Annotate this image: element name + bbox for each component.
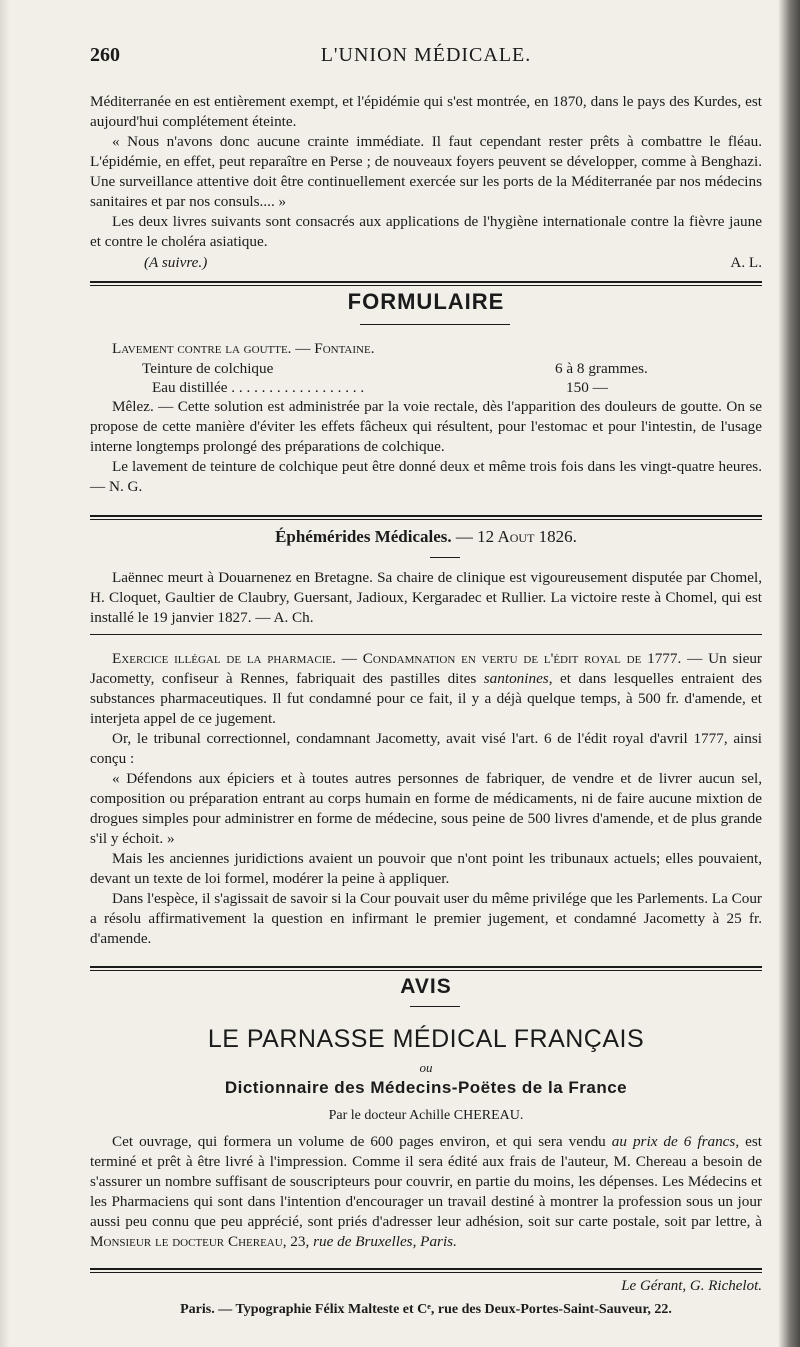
section-divider [90,634,762,635]
ingredient-quantity: 6 à 8 grammes. [555,360,648,377]
page-edge-shadow [778,0,800,1347]
ingredient-row [90,359,762,378]
paragraph: Mêlez. — Cette solution est administrée par la voie rectale, dès l'apparition des douleurs de goutte. On se propose de cette manière d'éviter les effets fâcheux qui résultent, pour l'estomac et pour l'intestin, de l'usage interne longtemps prolongé des préparations de colchique. [90,398,762,455]
ingredient-quantity: 150 — [566,379,608,396]
continued-article [90,92,762,274]
book-author: Par le docteur Achille CHEREAU. [328,1108,524,1123]
printer-imprint: Paris. — Typographie Félix Malteste et Cᵉ, rue des Deux-Portes-Saint-Sauveur, 22. [180,1302,672,1317]
paragraph: Le lavement de teinture de colchique peut être donné deux et même trois fois dans les vingt-quatre heures. — N. G. [90,458,762,495]
section-heading-formulaire: FORMULAIRE [347,289,505,314]
journal-title: L'UNION MÉDICALE. [320,44,532,66]
avis-body [90,1132,762,1252]
paragraph: Les deux livres suivants sont consacrés aux applications de l'hygiène internationale contre la fièvre jaune et contre le choléra asiatique. [90,213,762,250]
short-rule [430,557,460,558]
section-rule [90,966,762,971]
paragraph: Exercice illégal de la pharmacie. — Condamnation en vertu de l'édit royal de 1777. — Un sieur Jacometty, confiseur à Rennes, fabriquait des pastilles dites santonines, et dans lesquelles entraient des substances pharmaceutiques. Il fut condamné pour ce fait, il y a déjà quelque temps, à 500 fr. d'amende, et interjeta appel de ce jugement. [90,650,763,727]
article-signature-line [90,252,762,274]
paragraph: Laënnec meurt à Douarnenez en Bretagne. Sa chaire de clinique est vigoureusement disputée par Chomel, H. Cloquet, Gaultier de Claubry, Guersant, Jadioux, Kergaradec et Rullier. La victoire reste à Chomel, qui est installé le 19 janvier 1827. — A. Ch. [90,569,762,626]
ephemerides-heading-line [90,527,762,551]
ephemerides-heading: Éphémérides Médicales. [275,527,452,546]
section-heading-avis: AVIS [400,975,452,998]
ingredient-row [90,378,762,397]
running-header [90,44,762,74]
ingredient-list [90,359,762,397]
heading-underline [410,1006,460,1007]
page-number: 260 [90,44,120,66]
paragraph: Dans l'espèce, il s'agissait de savoir si la Cour pouvait user du même privilége que les Parlements. La Cour a résolu affirmativement la question en infirmant le premier jugement, et condamné Jacometty à 25 fr. d'amende. [90,890,762,947]
formulaire-body [90,339,762,497]
news-title: Exercice illégal de la pharmacie. — Condamnation en vertu de l'édit royal de 1777. [112,650,682,667]
recipe-title: Lavement contre la goutte. — Fontaine. [112,340,375,357]
paragraph: « Nous n'avons donc aucune crainte immédiate. Il faut cependant rester prêts à combattre le fléau. L'épidémie, en effet, peut reparaître en Perse ; de nouveaux foyers peuvent se développer, comme à Benghazi. Une surveillance attentive doit être continuellement exercée sur les ports de la Méditerranée par nos médecins sanitaires et par nos consuls.... » [90,133,762,210]
ingredient-name: Eau distillée . . . . . . . . . . . . . . . . . . [152,379,365,396]
book-title: LE PARNASSE MÉDICAL FRANÇAIS [207,1025,645,1053]
page-spine-shadow [0,0,10,1347]
ingredient-name: Teinture de colchique [142,360,274,377]
ephemerides-date: — 12 Aout 1826. [451,527,577,546]
managing-editor: Le Gérant, G. Richelot. [621,1278,762,1294]
footer-rule [90,1268,762,1273]
book-subtitle: Dictionnaire des Médecins-Poëtes de la France [224,1078,628,1097]
paragraph: Mais les anciennes juridictions avaient un pouvoir que n'ont point les tribunaux actuels; elles pouvaient, devant un texte de loi formel, modérer la peine à appliquer. [90,850,762,887]
author-initials: A. L. [730,254,762,271]
contact-address: rue de Bruxelles, Paris. [313,1233,457,1250]
news-item-exercice-illegal [90,649,762,949]
heading-underline [360,324,510,325]
section-rule [90,515,762,520]
section-rule [90,281,762,286]
contact-name: Monsieur le docteur Chereau [90,1233,283,1250]
paragraph: Cet ouvrage, qui formera un volume de 600 pages environ, et qui sera vendu au prix de 6 francs, est terminé et prêt à être livré à l'impression. Comme il sera édité aux frais de l'auteur, M. Chereau a besoin de s'assurer un nombre suffisant de souscripteurs pour couvrir, en partie du moins, les dépenses. Les Médecins et les Pharmaciens qui sont dans l'intention d'encourager un travail destiné à montrer la profession sous un jour aussi peu connu que peu apprécié, sont priés d'adresser leur adhésion, soit sur carte postale, soit par lettre, à Monsieur le docteur Chereau, 23, rue de Bruxelles, Paris. [90,1133,762,1250]
paragraph: Méditerranée en est entièrement exempt, et l'épidémie qui s'est montrée, en 1870, dans le pays des Kurdes, est aujourd'hui complétement éteinte. [90,93,762,130]
paragraph: Or, le tribunal correctionnel, condamnant Jacometty, avait visé l'art. 6 de l'édit royal d'avril 1777, ainsi conçu : [90,730,762,767]
conjunction-ou: ou [419,1060,433,1075]
ephemerides-body [90,568,762,628]
to-be-continued: (A suivre.) [144,254,208,271]
quoted-article: « Défendons aux épiciers et à toutes autres personnes de fabriquer, de vendre et de livrer aucun sel, composition ou préparation entrant au corps humain en forme de médicaments, ni de faire aucune mixtion de drogues simples pour administrer en forme de médecine, sous peine de 500 livres d'amende, et de plus grande s'il y échoit. » [90,770,762,847]
